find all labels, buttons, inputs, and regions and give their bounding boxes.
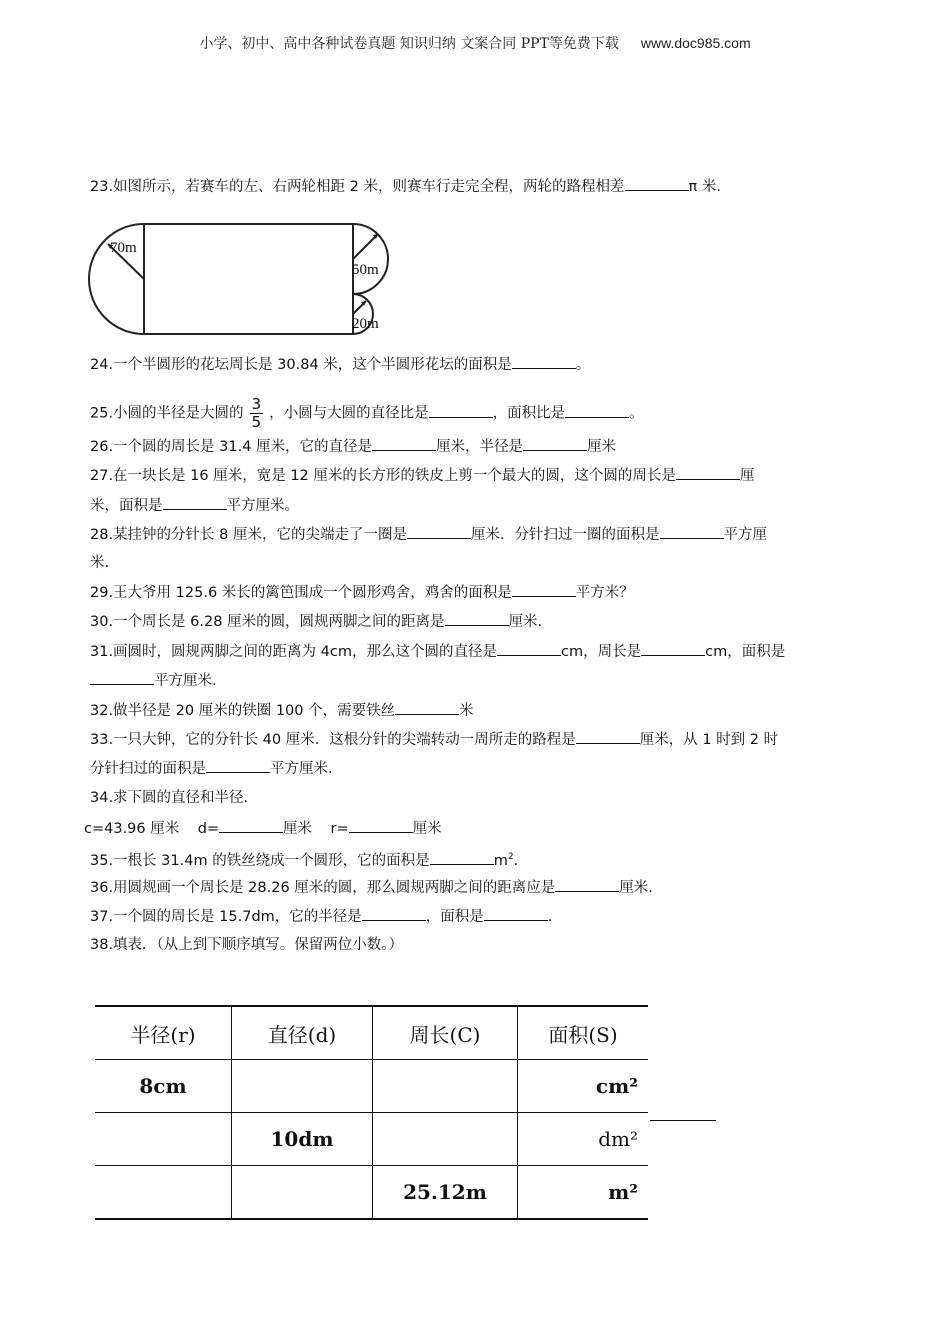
answer-blank[interactable] <box>395 700 459 715</box>
answer-blank[interactable] <box>445 611 509 626</box>
table-row <box>95 1060 648 1113</box>
question-23 <box>90 176 860 197</box>
question-28-cont: 米. <box>90 555 110 571</box>
q23-text: 23.如图所示，若赛车的左、右两轮相距 2 米，则赛车行走完全程，两轮的路程相差 <box>90 179 625 195</box>
answer-blank[interactable] <box>523 436 587 451</box>
header-diameter: 直径(d) <box>232 1006 373 1060</box>
answer-blank[interactable] <box>497 641 561 656</box>
cell-diameter[interactable] <box>232 1166 373 1220</box>
answer-blank[interactable] <box>650 1120 716 1121</box>
cell-area[interactable]: dm² <box>518 1113 649 1166</box>
fraction: $\frac{3}{5}$ <box>251 395 262 431</box>
header-area: 面积(S) <box>518 1006 649 1060</box>
answer-blank[interactable] <box>676 465 740 480</box>
label-70m: 70m <box>110 240 137 256</box>
question-38: 38.填表．（从上到下顺序填写。保留两位小数。） <box>90 937 404 953</box>
cell-area[interactable]: cm² <box>518 1060 649 1113</box>
question-37: 37.一个圆的周长是 15.7dm，它的半径是 ，面积是 . <box>90 906 860 927</box>
question-27: 27.在一块长是 16 厘米，宽是 12 厘米的长方形的铁皮上剪一个最大的圆，这个圆的周长是 厘 <box>90 465 860 486</box>
cell-area[interactable]: m² <box>518 1166 649 1220</box>
question-33-cont: 分针扫过的面积是 平方厘米. <box>90 758 860 779</box>
question-25: 25.小圆的半径是大圆的 $\frac{3}{5}$ ，小圆与大圆的直径比是 ，面积比是 。 <box>90 395 644 431</box>
answer-blank[interactable] <box>362 906 426 921</box>
label-50m: 50m <box>352 262 379 278</box>
answer-blank[interactable] <box>660 524 724 539</box>
question-28: 28.某挂钟的分针长 8 厘米，它的尖端走了一圈是 厘米．分针扫过一圈的面积是 平方厘 <box>90 524 860 545</box>
question-30: 30.一个周长是 6.28 厘米的圆，圆规两脚之间的距离是 厘米. <box>90 611 860 632</box>
answer-blank[interactable] <box>90 670 154 685</box>
table-header-row <box>95 1006 648 1060</box>
answer-blank[interactable] <box>349 818 413 833</box>
header-site: www.doc985.com <box>640 35 751 51</box>
answer-blank[interactable] <box>512 582 576 597</box>
question-35: 35.一根长 31.4m 的铁丝绕成一个圆形，它的面积是 $m^2$. <box>90 847 860 871</box>
cell-radius: 8cm <box>95 1060 232 1113</box>
answer-blank[interactable] <box>430 850 494 865</box>
answer-blank[interactable] <box>555 877 619 892</box>
question-24: 24.一个半圆形的花坛周长是 30.84 米，这个半圆形花坛的面积是 。 <box>90 354 860 375</box>
question-27-cont: 米，面积是 平方厘米。 <box>90 495 860 516</box>
answer-blank[interactable] <box>219 818 283 833</box>
answer-blank[interactable] <box>372 436 436 451</box>
cell-diameter: 10dm <box>232 1113 373 1166</box>
cell-radius[interactable] <box>95 1166 232 1220</box>
cell-circumference[interactable] <box>373 1060 518 1113</box>
question-33: 33.一只大钟，它的分针长 40 厘米．这根分针的尖端转动一周所走的路程是 厘米，从 1 时到 2 时 <box>90 729 860 750</box>
cell-radius[interactable] <box>95 1113 232 1166</box>
question-34-cont: c=43.96 厘米 d= 厘米 r= 厘米 <box>84 818 854 839</box>
cell-circumference[interactable] <box>373 1113 518 1166</box>
answer-blank[interactable] <box>484 906 548 921</box>
table-row <box>95 1113 648 1166</box>
race-track-figure <box>88 222 392 338</box>
answer-blank[interactable] <box>429 403 493 418</box>
header-text: 小学、初中、高中各种试卷真题 知识归纳 文案合同 PPT等免费下载 <box>199 36 619 52</box>
answer-blank[interactable] <box>163 495 227 510</box>
answer-blank[interactable] <box>576 729 640 744</box>
question-31: 31.画圆时，圆规两脚之间的距离为 4cm，那么这个圆的直径是 cm，周长是 cm，面积是 <box>90 641 860 662</box>
answer-blank[interactable] <box>206 758 270 773</box>
cell-circumference: 25.12m <box>373 1166 518 1220</box>
q23-text-end: π 米. <box>688 179 721 195</box>
answer-blank[interactable] <box>641 641 705 656</box>
table-row <box>95 1166 648 1220</box>
answer-blank[interactable] <box>565 403 629 418</box>
header-radius: 半径(r) <box>95 1006 232 1060</box>
question-26: 26.一个圆的周长是 31.4 厘米，它的直径是 厘米，半径是 厘米 <box>90 436 860 457</box>
answer-blank[interactable] <box>512 354 576 369</box>
page-header <box>0 33 950 53</box>
answer-blank[interactable] <box>625 176 689 191</box>
answer-blank[interactable] <box>407 524 471 539</box>
question-36: 36.用圆规画一个周长是 28.26 厘米的圆，那么圆规两脚之间的距离应是 厘米. <box>90 877 860 898</box>
question-29: 29.王大爷用 125.6 米长的篱笆围成一个圆形鸡舍，鸡舍的面积是 平方米？ <box>90 582 860 603</box>
label-20m: 20m <box>352 316 379 332</box>
cell-diameter[interactable] <box>232 1060 373 1113</box>
question-31-cont: 平方厘米. <box>90 670 860 691</box>
circle-table <box>95 1005 648 1220</box>
header-circumference: 周长(C) <box>373 1006 518 1060</box>
question-34: 34.求下圆的直径和半径. <box>90 790 249 806</box>
question-32: 32.做半径是 20 厘米的铁圈 100 个，需要铁丝 米 <box>90 700 860 721</box>
